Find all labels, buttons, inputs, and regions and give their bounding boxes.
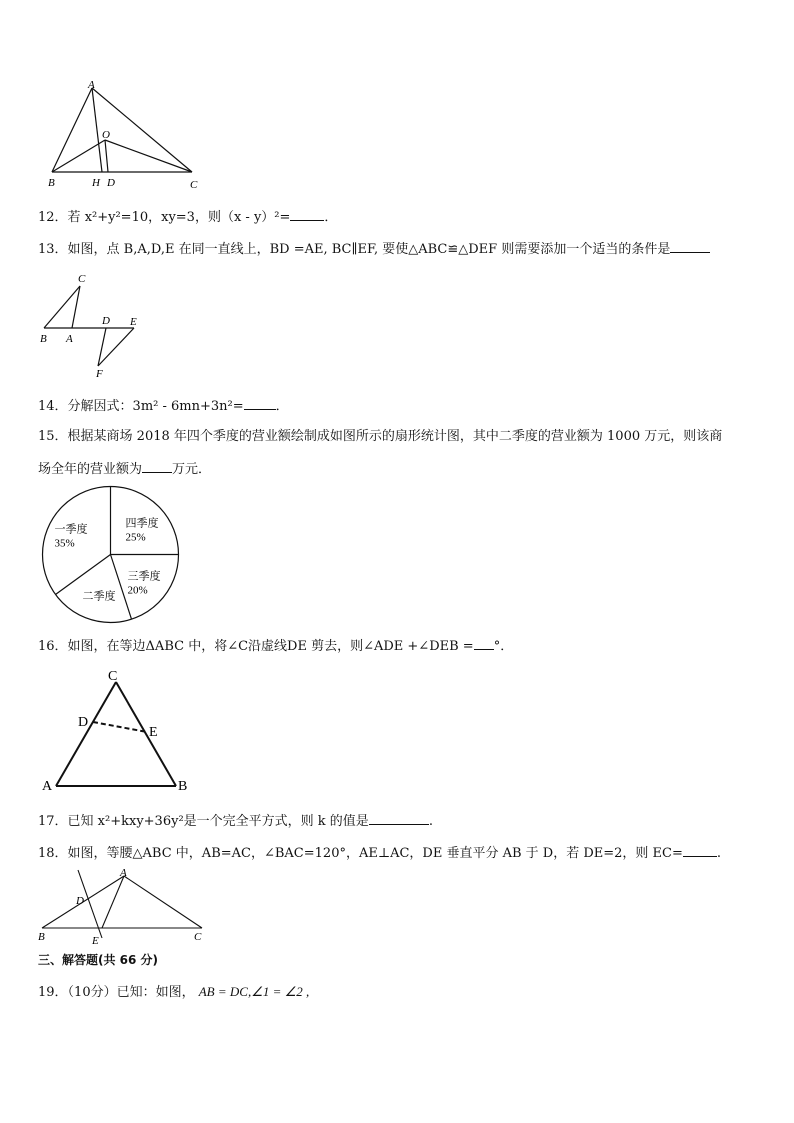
question-13 [38,239,710,259]
label-C: C [194,931,202,943]
question-18 [38,843,721,863]
pie-slice-value: 35% [54,537,75,550]
figure-q16 [36,664,196,798]
label-D: D [78,715,89,730]
q15-number: 15． [38,429,68,444]
q15-line2-pre: 场全年的营业额为 [38,462,143,477]
q12-tail: ． [324,210,338,225]
q19-number: 19． [38,985,68,1000]
pie-slice-label: 三季度 [127,570,161,583]
label-C: C [108,669,118,684]
label-A: A [120,867,127,879]
label-H: H [92,177,100,189]
label-B: B [48,177,55,189]
label-D: D [76,895,84,907]
q12-number: 12． [38,210,68,225]
label-B: B [38,931,45,943]
pie-slice-value: 20% [127,584,148,597]
pie-slice-label: 一季度 [54,523,88,536]
q17-tail: . [428,814,433,829]
question-17 [38,811,433,831]
q17-number: 17． [38,814,68,829]
figure-triangle-aoc [40,78,210,193]
q19-expression: AB = DC,∠1 = ∠2 , [198,984,310,999]
q17-answer-blank[interactable] [369,811,429,825]
pie-slice-edge [55,555,110,595]
pie-slice-label: 二季度 [82,590,116,603]
label-C: C [78,273,86,285]
question-19 [38,983,309,1002]
q14-number: 14． [38,399,68,414]
label-B: B [40,333,47,345]
q19-text: （10分）已知：如图， [67,985,195,1000]
label-D: D [102,315,110,327]
q18-tail: . [716,846,722,861]
label-E: E [130,316,137,328]
q15-answer-blank[interactable] [142,459,172,473]
label-F: F [96,368,103,380]
label-A: A [66,333,73,345]
q16-tail: °． [493,639,514,654]
q12-expression: x²+y²=10，xy=3，则（x - y）²= [84,210,291,225]
q13-answer-blank[interactable] [670,239,710,253]
q13-number: 13． [38,242,68,257]
q14-tail: ． [275,399,289,414]
label-A: A [88,79,95,91]
q12-prefix: 若 [67,210,85,225]
q16-text: 如图，在等边ΔABC 中，将∠C沿虚线DE 剪去，则∠ADE +∠DEB = [67,639,474,654]
q17-text: 已知 x²+kxy+36y²是一个完全平方式，则 k 的值是 [67,814,369,829]
label-O: O [102,129,110,141]
figure-q13 [38,270,148,380]
label-E: E [92,935,99,946]
q18-number: 18． [38,846,68,861]
question-16 [38,636,513,656]
question-14 [38,396,289,416]
label-D: D [107,177,115,189]
q18-answer-blank[interactable] [683,843,717,857]
question-15-line2 [38,459,211,479]
label-C: C [190,179,198,191]
label-E: E [149,725,158,740]
pie-chart [38,482,183,627]
pie-slice-label: 四季度 [125,517,159,530]
figure-q18 [36,866,208,946]
q12-answer-blank[interactable] [290,207,324,221]
q15-line2-post: 万元． [172,462,212,477]
q18-text: 如图，等腰△ABC 中，AB=AC，∠BAC=120°，AE⊥AC，DE 垂直平分 AB 于 D，若 DE=2，则 EC= [67,846,683,861]
q14-text: 分解因式：3m² - 6mn+3n²= [67,399,244,414]
label-A: A [42,779,53,794]
section-three-heading: 三、解答题(共 66 分) [38,953,159,967]
question-15-line1 [38,428,722,446]
q14-answer-blank[interactable] [244,396,276,410]
q16-number: 16． [38,639,68,654]
question-12 [38,207,337,227]
q13-text: 如图，点 B,A,D,E 在同一直线上，BD =AE, BC∥EF, 要使△ABC≌△DEF 则需要添加一个适当的条件是 [67,242,671,257]
pie-slice-value: 25% [125,531,146,544]
q15-line1: 根据某商场 2018 年四个季度的营业额绘制成如图所示的扇形统计图，其中二季度的营业额为 1000 万元，则该商 [67,429,723,444]
q16-answer-blank[interactable] [474,636,494,650]
label-B: B [178,779,188,794]
